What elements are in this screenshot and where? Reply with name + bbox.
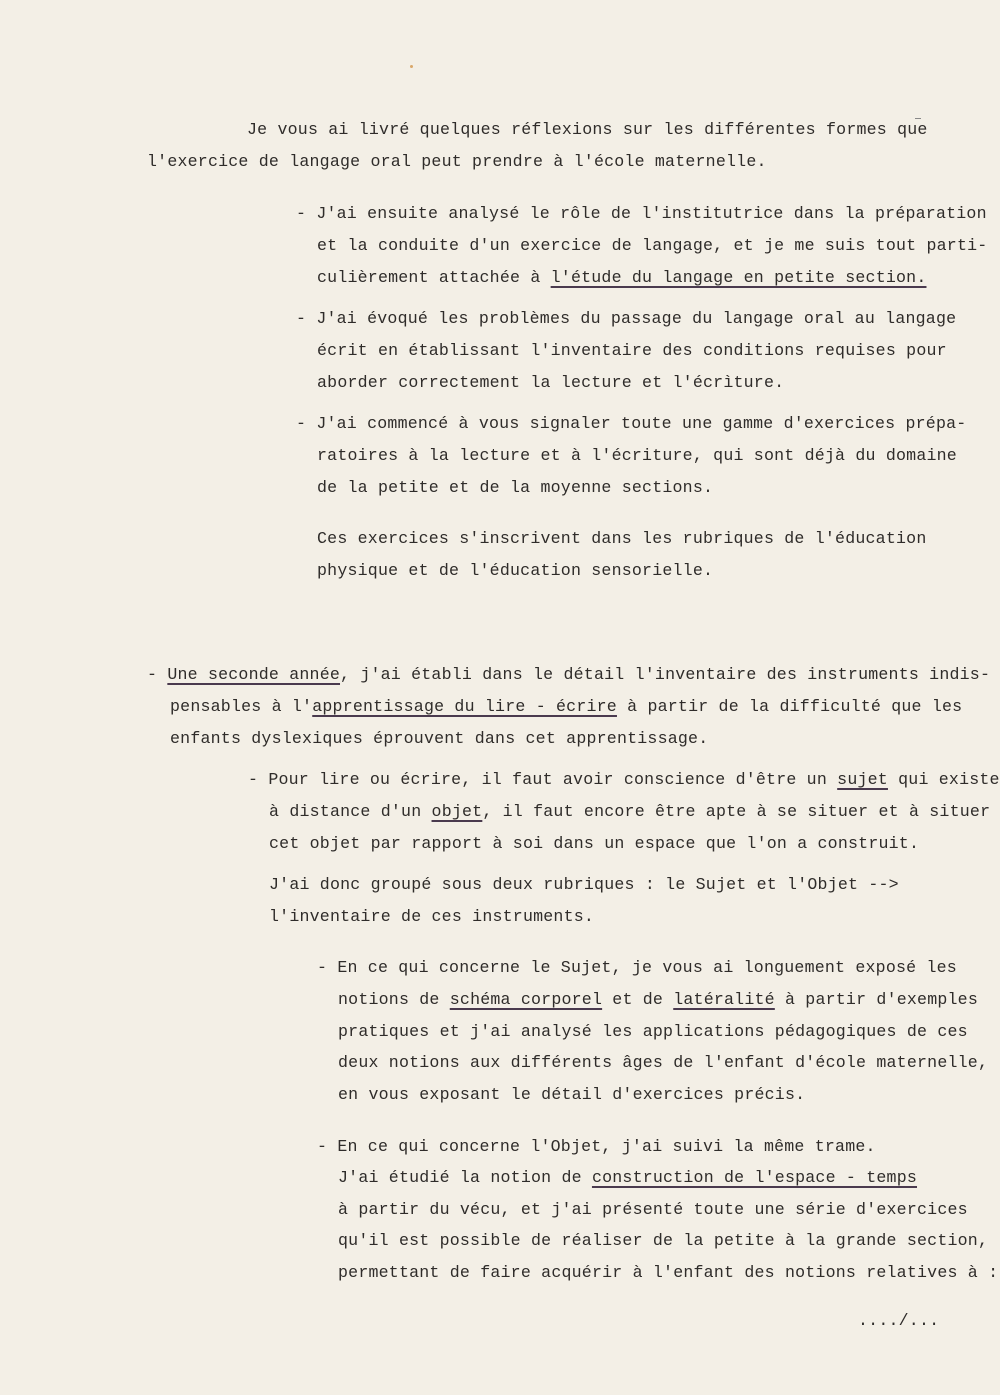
- text-line: - Pour lire ou écrire, il faut avoir conscience d'être un sujet qui existe: [248, 770, 1000, 789]
- text-line: Je vous ai livré quelques réflexions sur les différentes formes que: [247, 120, 928, 139]
- text-line: l'inventaire de ces instruments.: [269, 907, 595, 926]
- underlined-word: latéralité: [673, 990, 775, 1009]
- text-line: notions de schéma corporel et de latéralité à partir d'exemples: [338, 990, 978, 1009]
- text-line: - J'ai évoqué les problèmes du passage du langage oral au langage: [296, 309, 957, 328]
- text-line: - En ce qui concerne l'Objet, j'ai suivi la même trame.: [317, 1137, 876, 1156]
- text-line: à distance d'un objet, il faut encore être apte à se situer et à situer: [269, 802, 991, 821]
- underlined-word: sujet: [837, 770, 888, 789]
- text-line: écrit en établissant l'inventaire des conditions requises pour: [317, 341, 947, 360]
- underlined-phrase: l'étude du langage en petite section.: [550, 268, 927, 287]
- text-line: et la conduite d'un exercice de langage, et je me suis tout parti-: [317, 236, 988, 255]
- text-line: - En ce qui concerne le Sujet, je vous ai longuement exposé les: [317, 958, 957, 977]
- text-line: J'ai donc groupé sous deux rubriques : le Sujet et l'Objet -->: [269, 875, 899, 894]
- underlined-phrase: apprentissage du lire - écrire: [312, 697, 617, 716]
- text-line: pensables à l'apprentissage du lire - écrire à partir de la difficulté que les: [170, 697, 963, 716]
- text-line: culièrement attachée à l'étude du langage en petite section.: [317, 268, 927, 287]
- text-line: aborder correctement la lecture et l'écrìture.: [317, 373, 785, 392]
- underlined-phrase: schéma corporel: [449, 990, 603, 1009]
- underlined-phrase: Une seconde année: [167, 665, 341, 684]
- text-line: Ces exercices s'inscrivent dans les rubriques de l'éducation: [317, 529, 927, 548]
- text-line: en vous exposant le détail d'exercices précis.: [338, 1085, 806, 1104]
- text-line: - J'ai commencé à vous signaler toute une gamme d'exercices prépa-: [296, 414, 967, 433]
- continuation-mark: ..../...: [858, 1311, 940, 1330]
- text-line: - J'ai ensuite analysé le rôle de l'institutrice dans la préparation: [296, 204, 987, 223]
- text-line: qu'il est possible de réaliser de la petite à la grande section,: [338, 1231, 989, 1250]
- text-line: l'exercice de langage oral peut prendre à l'école maternelle.: [147, 152, 767, 171]
- underlined-word: objet: [431, 802, 483, 821]
- text-line: J'ai étudié la notion de construction de l'espace - temps: [338, 1168, 918, 1187]
- paper-speck: [410, 65, 413, 68]
- text-line: enfants dyslexiques éprouvent dans cet apprentissage.: [170, 729, 709, 748]
- text-line: deux notions aux différents âges de l'enfant d'école maternelle,: [338, 1053, 989, 1072]
- paper-mark: [915, 118, 921, 119]
- text-line: cet objet par rapport à soi dans un espace que l'on a construit.: [269, 834, 920, 853]
- text-line: de la petite et de la moyenne sections.: [317, 478, 714, 497]
- text-line: permettant de faire acquérir à l'enfant des notions relatives à :: [338, 1263, 999, 1282]
- text-line: physique et de l'éducation sensorielle.: [317, 561, 714, 580]
- text-line: pratiques et j'ai analysé les applications pédagogiques de ces: [338, 1022, 968, 1041]
- text-line: ratoires à la lecture et à l'écriture, qui sont déjà du domaine: [317, 446, 957, 465]
- underlined-phrase: construction de l'espace - temps: [591, 1168, 918, 1187]
- text-line: - Une seconde année, j'ai établi dans le détail l'inventaire des instruments indis-: [147, 665, 991, 684]
- text-line: à partir du vécu, et j'ai présenté toute une série d'exercices: [338, 1200, 968, 1219]
